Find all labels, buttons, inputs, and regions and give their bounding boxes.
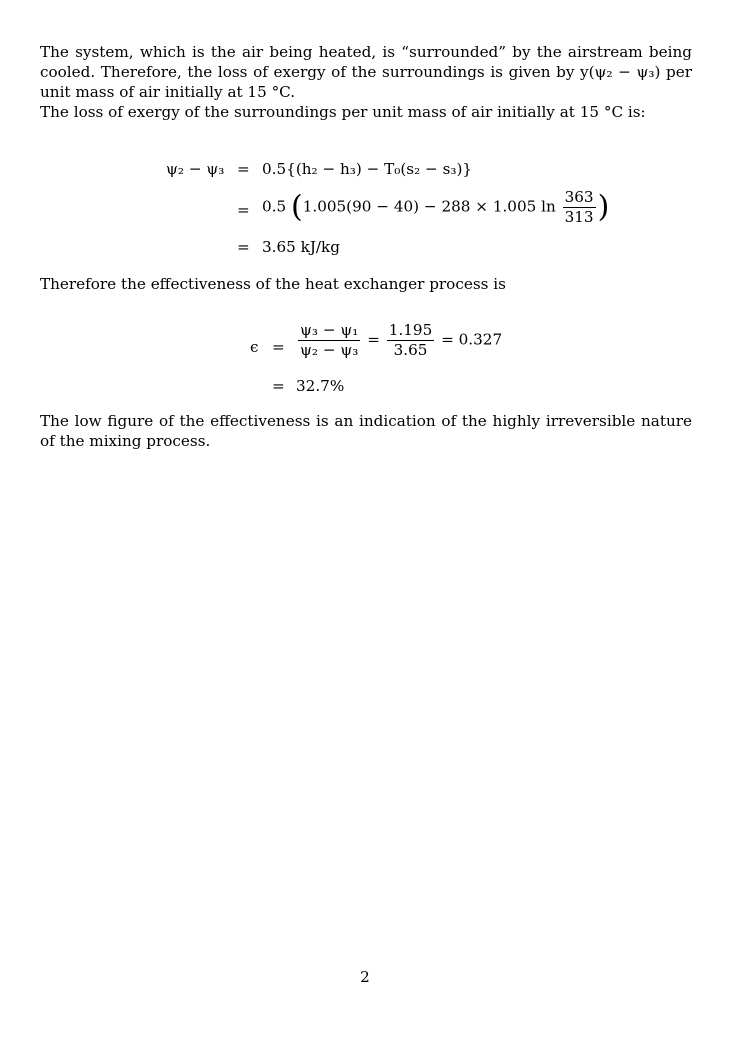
frac1-numerator: ψ₃ − ψ₁ bbox=[300, 321, 359, 339]
eq2-lhs: ϵ bbox=[250, 338, 259, 356]
eq2-rhs-line1 bbox=[296, 321, 502, 360]
right-paren: ) bbox=[597, 189, 610, 225]
ln-denominator: 313 bbox=[564, 208, 594, 226]
intro-text-2: The loss of exergy of the surroundings per unit mass of air initially at 15 °C is: bbox=[40, 103, 646, 121]
eq2-percent: 32.7% bbox=[296, 377, 345, 395]
conclusion-paragraph: The low figure of the effectiveness is an indication of the highly irreversible nature of the mixing process. bbox=[40, 412, 692, 450]
eq1-eq-sign-2: = bbox=[237, 201, 250, 219]
ln-numerator: 363 bbox=[564, 188, 594, 206]
eq2-eq-sign-2: = bbox=[272, 377, 285, 395]
page-number: 2 bbox=[360, 968, 370, 986]
eq1-rhs-line1: 0.5{(h₂ − h₃) − T₀(s₂ − s₃)} bbox=[262, 160, 473, 178]
eq1-eq-sign-3: = bbox=[237, 238, 250, 256]
eq2-result: = 0.327 bbox=[441, 330, 503, 349]
eq2-eq-sign-1: = bbox=[272, 338, 285, 356]
value-fraction bbox=[387, 321, 434, 360]
eq1-rhs-line3: 3.65 kJ/kg bbox=[262, 238, 340, 256]
eq1-eq-sign-1: = bbox=[237, 160, 250, 178]
left-paren: ( bbox=[290, 189, 303, 225]
frac2-numerator: 1.195 bbox=[388, 321, 433, 339]
intro-paragraph bbox=[40, 42, 692, 122]
eq1-line2-prefix: 0.5 bbox=[262, 197, 287, 216]
frac2-denominator: 3.65 bbox=[393, 341, 428, 359]
eq1-line2-body: 1.005(90 − 40) − 288 × 1.005 ln bbox=[302, 197, 556, 216]
ln-fraction bbox=[563, 188, 596, 227]
eq1-rhs-line2 bbox=[262, 188, 609, 227]
eq2-eq-sign-inner: = bbox=[367, 330, 380, 349]
intro-text-1: The system, which is the air being heated, is “surrounded” by the airstream being cooled. Therefore, the loss of exergy of the surroundings is given by y(ψ₂ − ψ₃) per unit mass of air initially at 15 °C. bbox=[40, 43, 692, 101]
eq1-lhs: ψ₂ − ψ₃ bbox=[166, 160, 225, 178]
frac1-denominator: ψ₂ − ψ₃ bbox=[300, 341, 359, 359]
transition-text: Therefore the effectiveness of the heat exchanger process is bbox=[40, 275, 506, 293]
effectiveness-fraction bbox=[298, 321, 360, 360]
